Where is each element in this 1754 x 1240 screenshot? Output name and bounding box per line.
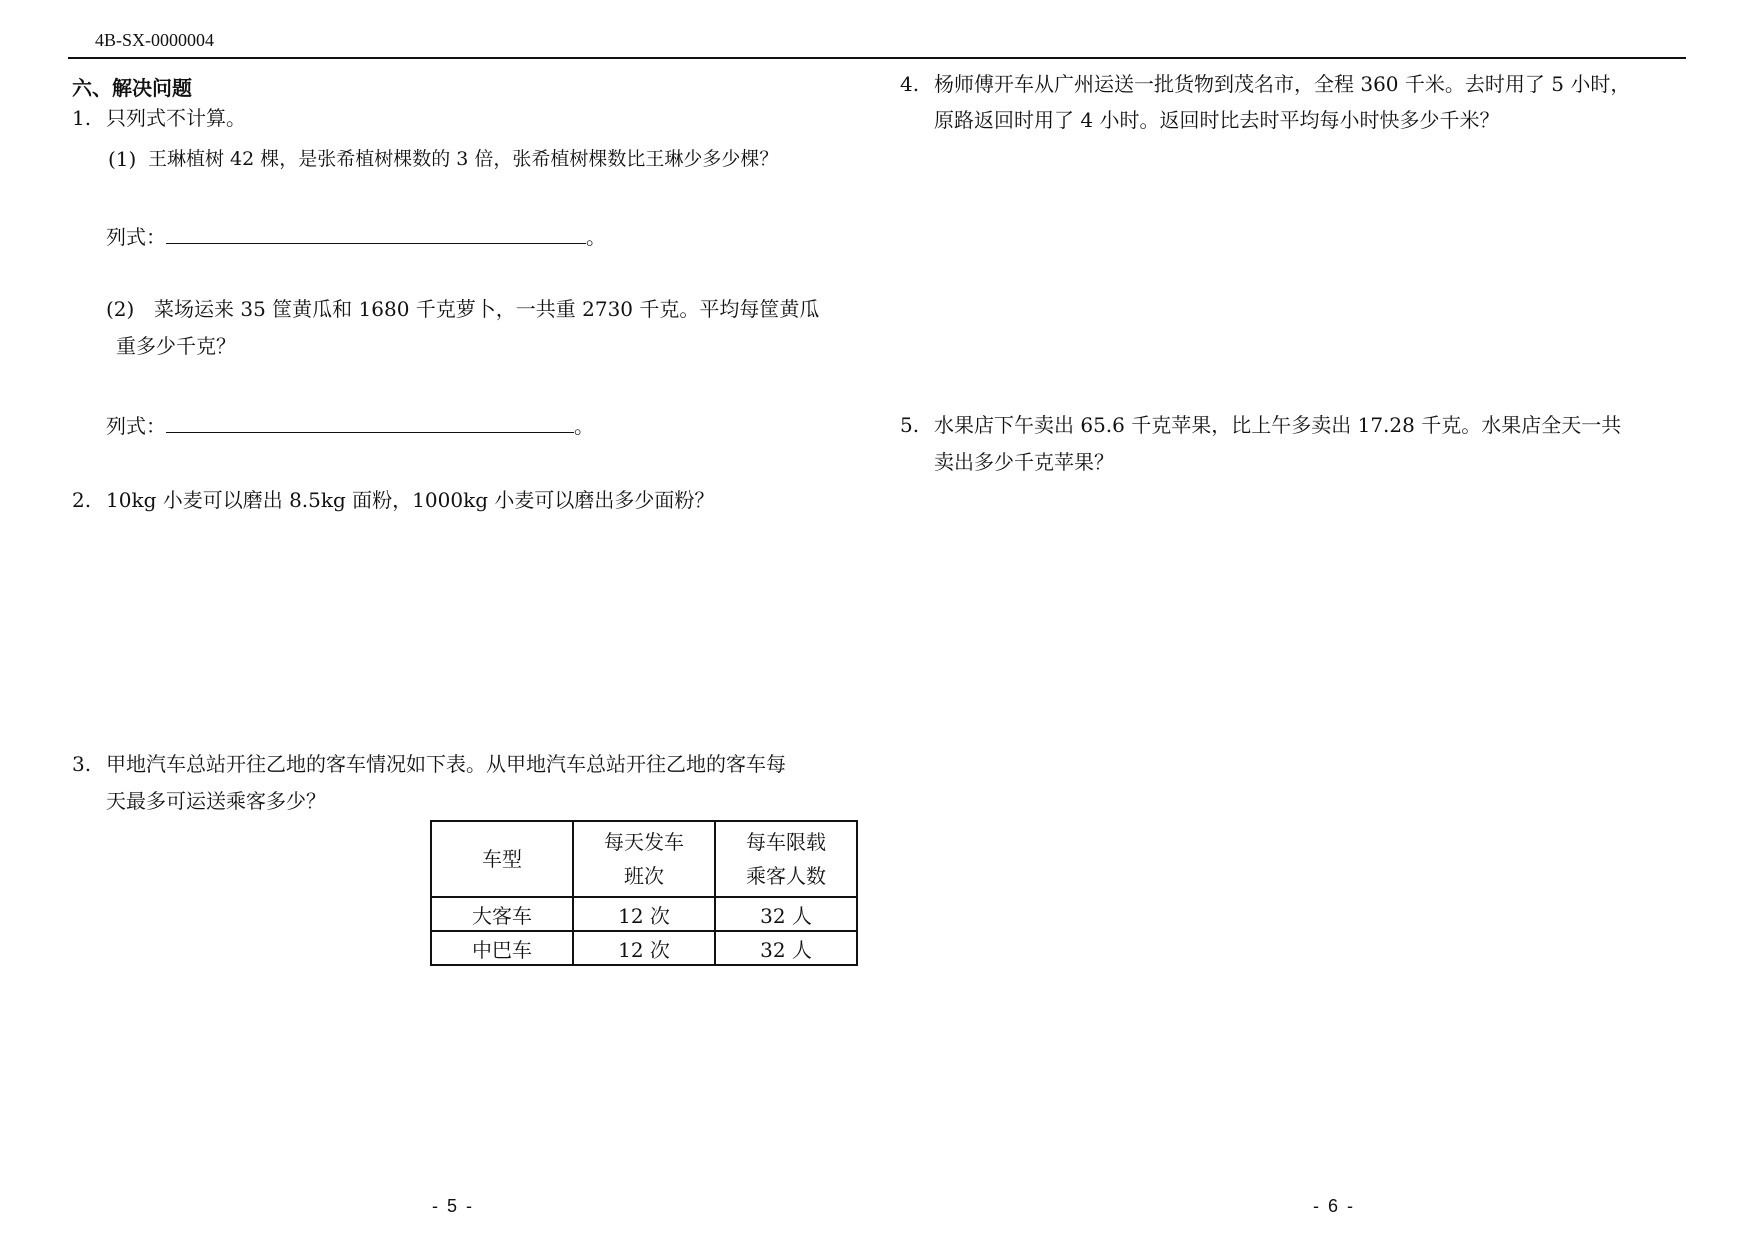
formula-label: 列式： — [106, 414, 166, 438]
question-4-line-1: 杨师傅开车从广州运送一批货物到茂名市，全程 360 千米。去时用了 5 小时， — [934, 72, 1631, 96]
question-1-text: 只列式不计算。 — [106, 106, 246, 130]
formula-label: 列式： — [106, 225, 166, 249]
question-5-line-1: 水果店下午卖出 65.6 千克苹果，比上午多卖出 17.28 千克。水果店全天一共 — [934, 413, 1622, 437]
table-header-row — [431, 821, 857, 897]
formula-period: 。 — [574, 414, 594, 438]
question-1-1-text: 王琳植树 42 棵，是张希植树棵数的 3 倍，张希植树棵数比王琳少多少棵？ — [148, 148, 779, 170]
page-number-right: - 6 - — [1313, 1196, 1356, 1216]
question-1-2-line-2: 重多少千克？ — [116, 334, 236, 358]
formula-line-2 — [106, 414, 594, 438]
table-cell: 12 次 — [573, 931, 715, 965]
formula-line-1 — [106, 225, 606, 249]
table-cell: 32 人 — [715, 897, 857, 931]
header-cell-capacity: 每车限载 乘客人数 — [715, 821, 857, 897]
question-2-number: 2. — [72, 488, 92, 512]
bus-schedule-table — [430, 820, 858, 966]
question-3-line-1: 甲地汽车总站开往乙地的客车情况如下表。从甲地汽车总站开往乙地的客车每 — [106, 752, 786, 776]
page-number-left: - 5 - — [432, 1196, 475, 1216]
question-4-line-2: 原路返回时用了 4 小时。返回时比去时平均每小时快多少千米？ — [934, 108, 1500, 132]
question-3-line-2: 天最多可运送乘客多少？ — [106, 789, 326, 813]
question-1-2-line-1: 菜场运来 35 筐黄瓜和 1680 千克萝卜，一共重 2730 千克。平均每筐黄瓜 — [154, 297, 820, 321]
question-5-number: 5. — [900, 413, 920, 437]
formula-answer-blank[interactable] — [166, 227, 586, 244]
table-cell: 32 人 — [715, 931, 857, 965]
question-4-number: 4. — [900, 72, 920, 96]
table-row — [431, 897, 857, 931]
table-cell: 中巴车 — [431, 931, 573, 965]
table-cell: 12 次 — [573, 897, 715, 931]
header-cell-daily-trips: 每天发车 班次 — [573, 821, 715, 897]
section-title: 六、解决问题 — [72, 76, 192, 100]
formula-answer-blank[interactable] — [166, 416, 574, 433]
table-cell: 大客车 — [431, 897, 573, 931]
question-2-text: 10kg 小麦可以磨出 8.5kg 面粉，1000kg 小麦可以磨出多少面粉？ — [106, 488, 715, 512]
document-code: 4B-SX-0000004 — [95, 30, 215, 50]
table-row — [431, 931, 857, 965]
header-cell-vehicle-type: 车型 — [431, 821, 573, 897]
formula-period: 。 — [586, 225, 606, 249]
question-5-line-2: 卖出多少千克苹果？ — [934, 450, 1114, 474]
question-1-1-number: (1) — [108, 147, 137, 171]
question-1-2-number: (2) — [106, 297, 135, 321]
header-divider — [68, 57, 1686, 59]
question-3-number: 3. — [72, 752, 92, 776]
question-1-number: 1. — [72, 106, 92, 130]
